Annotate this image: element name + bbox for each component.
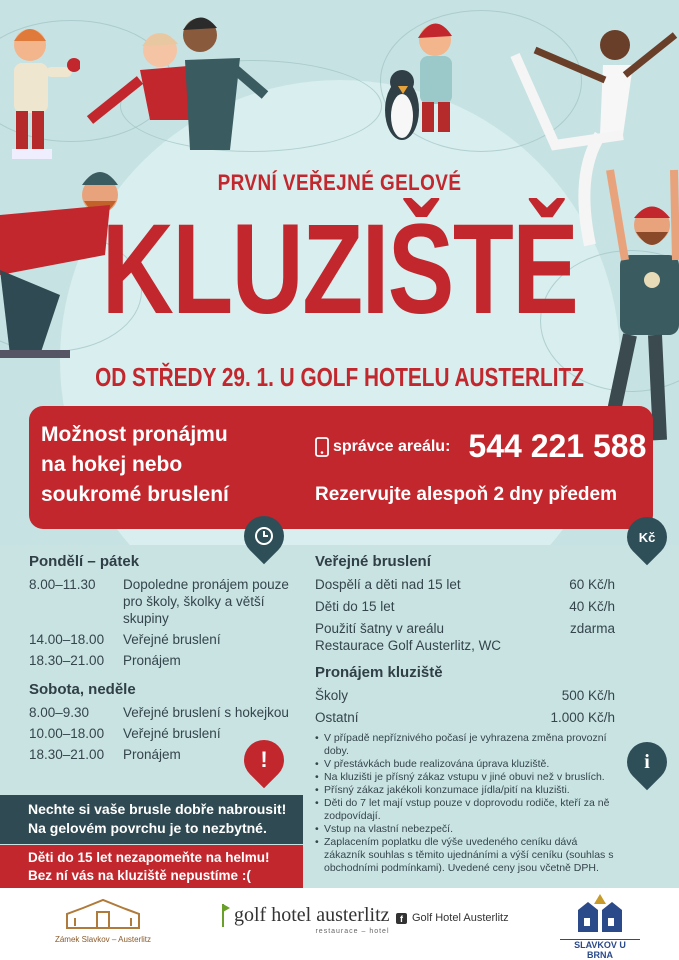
prices-column bbox=[315, 545, 615, 875]
rule-item: • Na kluzišti je přísný zákaz vstupu v jiné obuvi než v bruslích. bbox=[315, 771, 615, 784]
weekdays-heading: Pondělí – pátek bbox=[29, 553, 140, 570]
price-row: Školy 500 Kč/h bbox=[315, 688, 615, 703]
exclamation-icon: ! bbox=[260, 747, 268, 772]
phone-icon bbox=[315, 437, 329, 457]
sponsor-footer bbox=[0, 888, 679, 960]
facebook-link[interactable]: f Golf Hotel Austerlitz bbox=[396, 912, 509, 924]
reservation-note: Rezervujte alespoň 2 dny předem bbox=[315, 484, 617, 505]
rental-offer: Možnost pronájmu na hokej nebo soukromé bruslení bbox=[41, 423, 229, 506]
zamek-logo: Zámek Slavkov – Austerlitz bbox=[48, 896, 158, 944]
schedule-row: 14.00–18.00 Veřejné bruslení bbox=[29, 632, 221, 647]
schedule-column bbox=[29, 545, 299, 767]
penguin-and-child-illustration bbox=[380, 10, 480, 150]
info-pin bbox=[619, 734, 676, 791]
price-row: Ostatní 1.000 Kč/h bbox=[315, 710, 615, 725]
golf-hotel-logo: golf hotel austerlitz restaurace – hotel bbox=[220, 902, 390, 935]
golf-flag-icon bbox=[220, 902, 230, 928]
schedule-row: 8.00–11.30 Dopoledne pronájem pouze pro školy, školky a větší skupiny bbox=[29, 577, 289, 626]
child-skater-illustration bbox=[0, 15, 80, 165]
town-crest-icon bbox=[570, 892, 630, 934]
price-pin bbox=[619, 509, 676, 566]
subtitle: PRVNÍ VEŘEJNÉ GELOVÉ bbox=[217, 170, 462, 195]
currency-icon: Kč bbox=[638, 529, 656, 545]
rule-item: • Zaplacením poplatku dle výše uvedeného ceníku dává zákazník souhlas s těmito ujednáními a výší ceníku (souhlas s obchodními podmínkami). Uvedené ceny jsou včetně DPH. bbox=[315, 836, 615, 875]
price-row: Použití šatny v areálu Restaurace Golf Austerlitz, WC zdarma bbox=[315, 621, 615, 653]
rule-item: • V přestávkách bude realizována úprava kluziště. bbox=[315, 758, 615, 771]
phone-contact bbox=[315, 428, 646, 465]
price-row: Děti do 15 let 40 Kč/h bbox=[315, 599, 615, 614]
public-skating-heading: Veřejné bruslení bbox=[315, 553, 431, 570]
castle-icon bbox=[63, 896, 143, 930]
rule-item: • Vstup na vlastní nebezpečí. bbox=[315, 823, 615, 836]
phone-label: správce areálu: bbox=[333, 437, 451, 455]
rules-list bbox=[315, 732, 615, 875]
rule-item: • Děti do 7 let mají vstup pouze v doprovodu rodiče, kteří za ně zodpovídají. bbox=[315, 797, 615, 823]
clock-icon bbox=[254, 526, 274, 546]
schedule-row: 8.00–9.30 Veřejné bruslení s hokejkou bbox=[29, 705, 289, 720]
slavkov-logo: SLAVKOV U BRNA bbox=[560, 892, 640, 960]
rink-rental-heading: Pronájem kluziště bbox=[315, 664, 443, 681]
info-icon: i bbox=[644, 750, 650, 773]
rule-item: • V případě nepříznivého počasí je vyhrazena změna provozní doby. bbox=[315, 732, 615, 758]
helmet-callout: Děti do 15 let nezapomeňte na helmu! Bez ní vás na kluziště nepustíme :( bbox=[0, 845, 303, 888]
facebook-icon: f bbox=[396, 913, 407, 924]
couple-skaters-illustration bbox=[80, 10, 270, 160]
weekend-heading: Sobota, neděle bbox=[29, 681, 136, 698]
price-row: Dospělí a děti nad 15 let 60 Kč/h bbox=[315, 577, 615, 592]
rule-item: • Přísný zákaz jakékoli konzumace jídla/pití na kluzišti. bbox=[315, 784, 615, 797]
page-title: KLUZIŠTĚ bbox=[101, 198, 578, 341]
info-banner bbox=[29, 406, 653, 529]
schedule-row: 18.30–21.00 Pronájem bbox=[29, 653, 181, 668]
date-location-line: OD STŘEDY 29. 1. U GOLF HOTELU AUSTERLITZ bbox=[95, 362, 584, 392]
schedule-row: 18.30–21.00 Pronájem bbox=[29, 747, 181, 762]
skate-sharpening-callout: Nechte si vaše brusle dobře nabrousit! Na gelovém povrchu je to nezbytné. bbox=[0, 795, 303, 844]
schedule-row: 10.00–18.00 Veřejné bruslení bbox=[29, 726, 221, 741]
phone-number[interactable]: 544 221 588 bbox=[468, 428, 647, 464]
